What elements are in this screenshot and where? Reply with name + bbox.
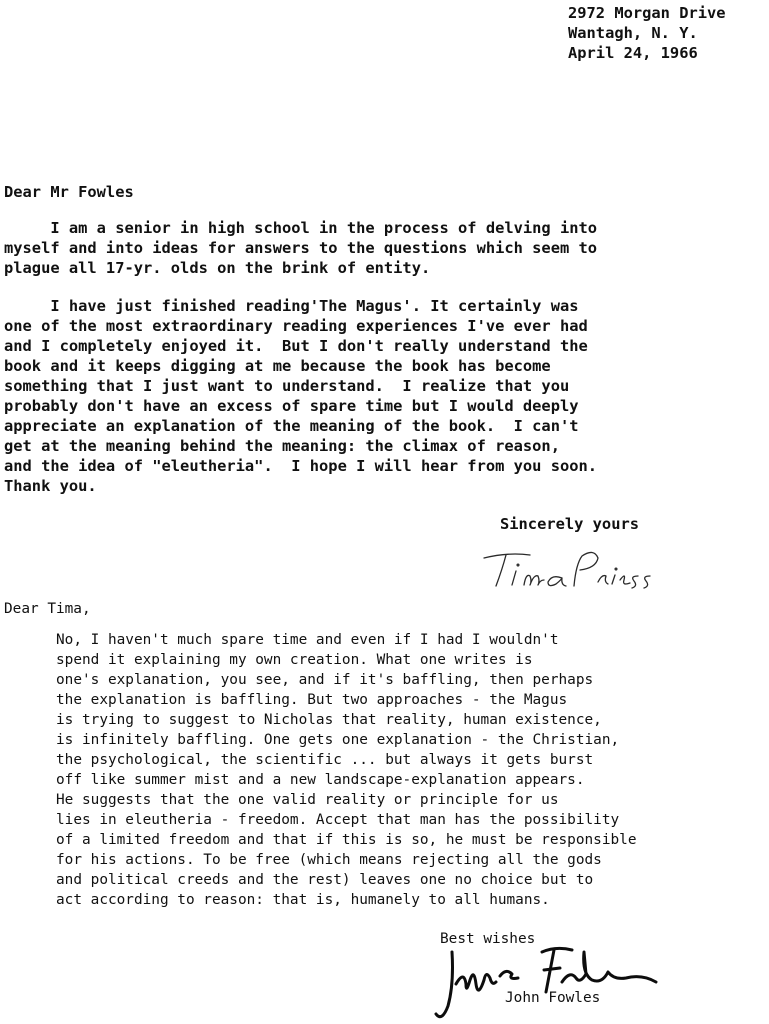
paragraph1-line: plague all 17-yr. olds on the brink of entity.	[4, 259, 431, 277]
paragraph2-line: something that I just want to understand. I realize that you	[4, 377, 570, 395]
reply-line: spend it explaining my own creation. What one writes is	[56, 652, 533, 668]
address-city: Wantagh, N. Y.	[568, 24, 698, 42]
reply-line: and political creeds and the rest) leaves one no choice but to	[56, 872, 594, 888]
paragraph2-line: Thank you.	[4, 477, 97, 495]
reply-line: off like summer mist and a new landscape-explanation appears.	[56, 772, 585, 788]
address-street: 2972 Morgan Drive	[568, 4, 726, 22]
reply-line: He suggests that the one valid reality or principle for us	[56, 792, 559, 808]
reply-line: the psychological, the scientific ... but always it gets burst	[56, 752, 594, 768]
paragraph2-line: appreciate an explanation of the meaning of the book. I can't	[4, 417, 579, 435]
paragraph2-line: one of the most extraordinary reading experiences I've ever had	[4, 317, 588, 335]
paragraph2-line: and the idea of "eleutheria". I hope I will hear from you soon.	[4, 457, 598, 475]
paragraph2-line: book and it keeps digging at me because the book has become	[4, 357, 551, 375]
reply-line: act according to reason: that is, humanely to all humans.	[56, 892, 550, 908]
paragraph1-line: myself and into ideas for answers to the questions which seem to	[4, 239, 598, 257]
reply-salutation: Dear Tima,	[4, 601, 91, 617]
letter-closing: Sincerely yours	[500, 515, 639, 533]
john-fowles-signature	[430, 944, 670, 1024]
reply-line: for his actions. To be free (which means rejecting all the gods	[56, 852, 602, 868]
reply-line: is infinitely baffling. One gets one explanation - the Christian,	[56, 732, 620, 748]
paragraph2-line: I have just finished reading'The Magus'. It certainly was	[4, 297, 579, 315]
paragraph1-line: I am a senior in high school in the process of delving into	[4, 219, 598, 237]
paragraph2-line: get at the meaning behind the meaning: the climax of reason,	[4, 437, 560, 455]
reply-line: of a limited freedom and that if this is so, he must be responsible	[56, 832, 637, 848]
paragraph2-line: probably don't have an excess of spare time but I would deeply	[4, 397, 579, 415]
reply-typed-signature: John Fowles	[505, 990, 601, 1006]
letter-date: April 24, 1966	[568, 44, 698, 62]
reply-line: No, I haven't much spare time and even if I had I wouldn't	[56, 632, 559, 648]
reply-line: one's explanation, you see, and if it's baffling, then perhaps	[56, 672, 594, 688]
sender-address	[568, 3, 726, 63]
reply-line: lies in eleutheria - freedom. Accept that man has the possibility	[56, 812, 620, 828]
reply-line: is trying to suggest to Nicholas that reality, human existence,	[56, 712, 602, 728]
reply-line: the explanation is baffling. But two approaches - the Magus	[56, 692, 568, 708]
paragraph2-line: and I completely enjoyed it. But I don't really understand the	[4, 337, 588, 355]
tima-signature	[478, 544, 668, 594]
letter-salutation: Dear Mr Fowles	[4, 183, 134, 201]
reply-closing: Best wishes	[440, 931, 536, 947]
